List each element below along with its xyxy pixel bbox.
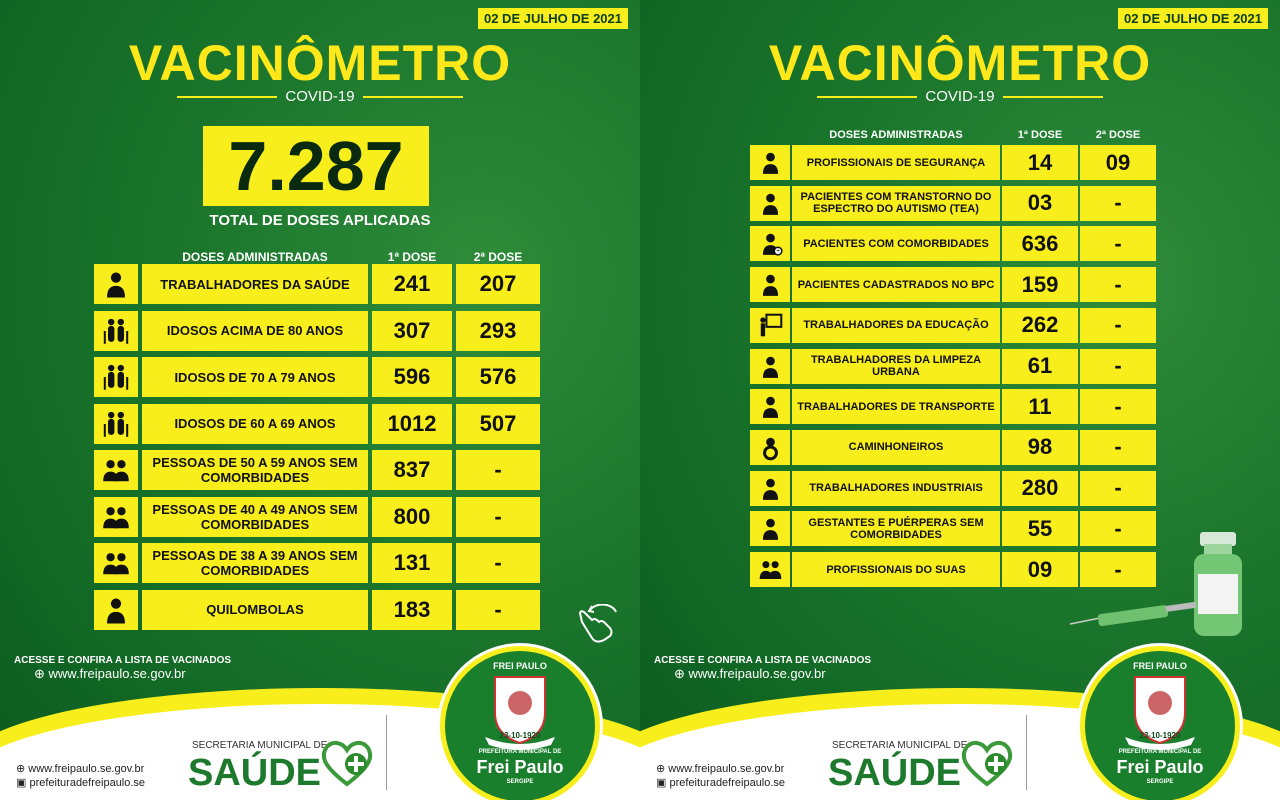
footer-site-text: www.freipaulo.se.gov.br: [668, 763, 785, 775]
globe-icon: ⊕: [656, 763, 666, 775]
social-group-icon: [750, 552, 790, 587]
date-badge: 02 DE JULHO DE 2021: [478, 8, 628, 29]
logo-top-text: FREI PAULO: [1133, 661, 1187, 671]
row-label: GESTANTES E PUÉRPERAS SEM COMORBIDADES: [792, 511, 1000, 546]
second-dose-value: 576: [456, 357, 540, 397]
row-label: PACIENTES COM COMORBIDADES: [792, 226, 1000, 261]
first-dose-value: 183: [372, 590, 452, 630]
first-dose-value: 280: [1002, 471, 1078, 506]
page-title: VACINÔMETRO: [768, 35, 1152, 91]
globe-icon: ⊕: [674, 666, 685, 681]
social-icon: ▣: [656, 777, 667, 789]
logo-city-name: Frei Paulo: [1116, 757, 1204, 777]
svg-text:+: +: [775, 248, 781, 256]
logo-top-text: FREI PAULO: [493, 661, 547, 671]
city-crest-icon: [1115, 665, 1205, 757]
people-group-icon: [94, 450, 138, 490]
row-label: PACIENTES COM TRANSTORNO DO ESPECTRO DO AUTISMO (TEA): [792, 186, 1000, 221]
row-label: TRABALHADORES DA SAÚDE: [142, 264, 368, 304]
row-label: PESSOAS DE 38 A 39 ANOS SEM COMORBIDADES: [142, 543, 368, 583]
hard-hat-worker-icon: [750, 471, 790, 506]
driver-icon: [750, 389, 790, 424]
subtitle: [0, 88, 640, 105]
first-dose-value: 131: [372, 543, 452, 583]
row-label: IDOSOS DE 70 A 79 ANOS: [142, 357, 368, 397]
row-label: IDOSOS ACIMA DE 80 ANOS: [142, 311, 368, 351]
row-label: TRABALHADORES INDUSTRIAIS: [792, 471, 1000, 506]
first-dose-value: 61: [1002, 349, 1078, 384]
teacher-board-icon: [750, 308, 790, 343]
second-dose-value: 207: [456, 264, 540, 304]
footer-site-link[interactable]: [16, 762, 144, 775]
divider: [386, 715, 387, 790]
logo-date: 23-10-1920: [1139, 731, 1181, 740]
second-dose-value: -: [1080, 552, 1156, 587]
second-dose-value: 09: [1080, 145, 1156, 180]
footer-social-text: prefeituradefreipaulo.se: [669, 777, 786, 789]
saude-logo-text: SAÚDE: [188, 752, 322, 794]
first-dose-value: 55: [1002, 511, 1078, 546]
patient-plus-icon: [750, 226, 790, 261]
first-dose-value: 241: [372, 264, 452, 304]
first-dose-value: 307: [372, 311, 452, 351]
row-label: PESSOAS DE 50 A 59 ANOS SEM COMORBIDADES: [142, 450, 368, 490]
city-logo: [1080, 646, 1240, 800]
logo-state: SERGIPE: [506, 779, 534, 785]
second-dose-value: -: [456, 450, 540, 490]
second-dose-value: -: [456, 590, 540, 630]
first-dose-value: 596: [372, 357, 452, 397]
second-dose-value: -: [1080, 471, 1156, 506]
date-badge: 02 DE JULHO DE 2021: [1118, 8, 1268, 29]
total-doses-value: 7.287: [203, 126, 429, 206]
people-group-icon: [94, 497, 138, 537]
tap-hand-icon: [572, 604, 620, 648]
second-dose-value: 293: [456, 311, 540, 351]
masked-person-icon: [94, 590, 138, 630]
header-first-dose: 1ª DOSE: [1017, 129, 1063, 141]
second-dose-value: -: [1080, 430, 1156, 465]
city-crest-icon: [475, 665, 565, 757]
header-second-dose: 2ª DOSE: [1095, 129, 1141, 141]
health-worker-icon: [94, 264, 138, 304]
globe-icon: ⊕: [34, 666, 45, 681]
header-doses: DOSES ADMINISTRADAS: [182, 250, 328, 264]
logo-pref-text: PREFEITURA MUNICIPAL DE: [478, 749, 562, 755]
footer-social-link[interactable]: [656, 776, 785, 789]
second-dose-value: -: [1080, 349, 1156, 384]
first-dose-value: 636: [1002, 226, 1078, 261]
city-logo: [440, 646, 600, 800]
elderly-couple-icon: [94, 311, 138, 351]
right-panel: [640, 0, 1280, 800]
first-dose-value: 159: [1002, 267, 1078, 302]
first-dose-value: 03: [1002, 186, 1078, 221]
footer-social-text: prefeituradefreipaulo.se: [29, 777, 146, 789]
second-dose-value: -: [456, 497, 540, 537]
second-dose-value: -: [1080, 186, 1156, 221]
heart-plus-icon: [958, 738, 1016, 788]
person-icon: [750, 186, 790, 221]
first-dose-value: 11: [1002, 389, 1078, 424]
row-label: IDOSOS DE 60 A 69 ANOS: [142, 404, 368, 444]
first-dose-value: 14: [1002, 145, 1078, 180]
row-label: PROFISSIONAIS DE SEGURANÇA: [792, 145, 1000, 180]
header-doses: DOSES ADMINISTRADAS: [829, 129, 963, 141]
footer-site-link[interactable]: [656, 762, 784, 775]
people-group-icon: [94, 543, 138, 583]
subtitle-text: COVID-19: [285, 88, 355, 105]
first-dose-value: 09: [1002, 552, 1078, 587]
syringe-icon: [1070, 600, 1200, 630]
page-title: VACINÔMETRO: [128, 35, 512, 91]
second-dose-value: -: [456, 543, 540, 583]
divider: [363, 96, 463, 98]
access-text: ACESSE E CONFIRA A LISTA DE VACINADOS: [654, 655, 872, 666]
access-site-link[interactable]: [674, 666, 826, 682]
street-cleaner-icon: [750, 349, 790, 384]
access-site-link[interactable]: [34, 666, 186, 682]
row-label: CAMINHONEIROS: [792, 430, 1000, 465]
first-dose-value: 1012: [372, 404, 452, 444]
second-dose-value: -: [1080, 511, 1156, 546]
footer-social-link[interactable]: [16, 776, 145, 789]
first-dose-value: 837: [372, 450, 452, 490]
divider: [1003, 96, 1103, 98]
header-first-dose: 1ª DOSE: [387, 250, 437, 264]
subtitle: [640, 88, 1280, 105]
first-dose-value: 262: [1002, 308, 1078, 343]
second-dose-value: -: [1080, 389, 1156, 424]
secretaria-label: SECRETARIA MUNICIPAL DE: [832, 740, 968, 751]
elderly-couple-icon: [94, 404, 138, 444]
pregnant-woman-icon: [750, 511, 790, 546]
police-officer-icon: [750, 145, 790, 180]
divider: [177, 96, 277, 98]
second-dose-value: -: [1080, 267, 1156, 302]
logo-date: 23-10-1920: [499, 731, 541, 740]
secretaria-label: SECRETARIA MUNICIPAL DE: [192, 740, 328, 751]
saude-logo-text: SAÚDE: [828, 752, 962, 794]
logo-state: SERGIPE: [1146, 779, 1174, 785]
elderly-couple-icon: [94, 357, 138, 397]
row-label: PROFISSIONAIS DO SUAS: [792, 552, 1000, 587]
logo-pref-text: PREFEITURA MUNICIPAL DE: [1118, 749, 1202, 755]
heart-plus-icon: [318, 738, 376, 788]
row-label: PESSOAS DE 40 A 49 ANOS SEM COMORBIDADES: [142, 497, 368, 537]
row-label: QUILOMBOLAS: [142, 590, 368, 630]
divider: [817, 96, 917, 98]
divider: [1026, 715, 1027, 790]
subtitle-text: COVID-19: [925, 88, 995, 105]
header-second-dose: 2ª DOSE: [473, 250, 523, 264]
social-icon: ▣: [16, 777, 27, 789]
access-site-text: www.freipaulo.se.gov.br: [688, 666, 826, 681]
logo-city-name: Frei Paulo: [476, 757, 564, 777]
second-dose-value: -: [1080, 308, 1156, 343]
row-label: PACIENTES CADASTRADOS NO BPC: [792, 267, 1000, 302]
access-site-text: www.freipaulo.se.gov.br: [48, 666, 186, 681]
steering-wheel-icon: [750, 430, 790, 465]
row-label: TRABALHADORES DA EDUCAÇÃO: [792, 308, 1000, 343]
globe-icon: ⊕: [16, 763, 26, 775]
person-crutch-icon: [750, 267, 790, 302]
total-doses-label: TOTAL DE DOSES APLICADAS: [209, 212, 431, 229]
second-dose-value: -: [1080, 226, 1156, 261]
row-label: TRABALHADORES DE TRANSPORTE: [792, 389, 1000, 424]
first-dose-value: 800: [372, 497, 452, 537]
first-dose-value: 98: [1002, 430, 1078, 465]
second-dose-value: 507: [456, 404, 540, 444]
access-text: ACESSE E CONFIRA A LISTA DE VACINADOS: [14, 655, 232, 666]
footer-site-text: www.freipaulo.se.gov.br: [28, 763, 145, 775]
row-label: TRABALHADORES DA LIMPEZA URBANA: [792, 349, 1000, 384]
